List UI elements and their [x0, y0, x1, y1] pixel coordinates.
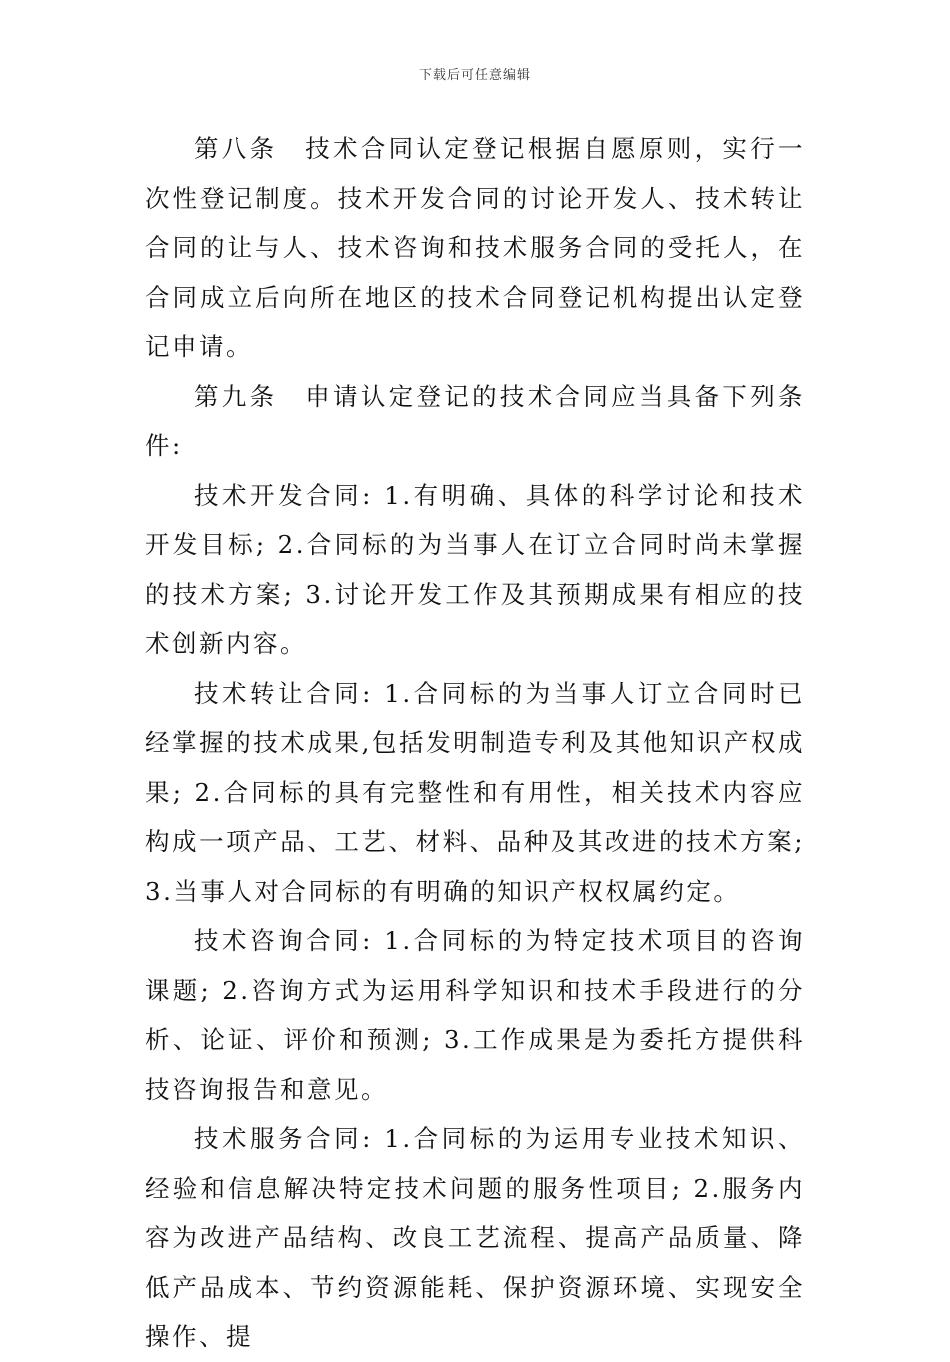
paragraph-consulting-contract: 技术咨询合同: 1.合同标的为特定技术项目的咨询课题; 2.咨询方式为运用科学知识和技术手段进行的分析、论证、评价和预测; 3.工作成果是为委托方提供科技咨询报告和意见。: [145, 926, 805, 1104]
paragraph-development-contract: 技术开发合同: 1.有明确、具体的科学讨论和技术开发目标; 2.合同标的为当事人在订立合同时尚未掌握的技术方案; 3.讨论开发工作及其预期成果有相应的技术创新内容。: [145, 480, 805, 658]
paragraph-transfer-contract: 技术转让合同: 1.合同标的为当事人订立合同时已经掌握的技术成果,包括发明制造专利及其他知识产权成果; 2.合同标的具有完整性和有用性，相关技术内容应构成一项产品、工艺、材料、品种及其改进的技术方案; 3.当事人对合同标的有明确的知识产权权属约定。: [145, 678, 805, 906]
page-header: 下载后可任意编辑: [418, 68, 531, 83]
paragraph-article-9: 第九条 申请认定登记的技术合同应当具备下列条件:: [145, 381, 805, 460]
document-body: [145, 124, 805, 1362]
paragraph-service-contract: 技术服务合同: 1.合同标的为运用专业技术知识、经验和信息解决特定技术问题的服务性项目; 2.服务内容为改进产品结构、改良工艺流程、提高产品质量、降低产品成本、节约资源能耗、保护资源环境、实现安全操作、提: [145, 1124, 805, 1351]
paragraph-article-8: 第八条 技术合同认定登记根据自愿原则，实行一次性登记制度。技术开发合同的讨论开发人、技术转让合同的让与人、技术咨询和技术服务合同的受托人，在合同成立后向所在地区的技术合同登记机构提出认定登记申请。: [145, 134, 805, 361]
